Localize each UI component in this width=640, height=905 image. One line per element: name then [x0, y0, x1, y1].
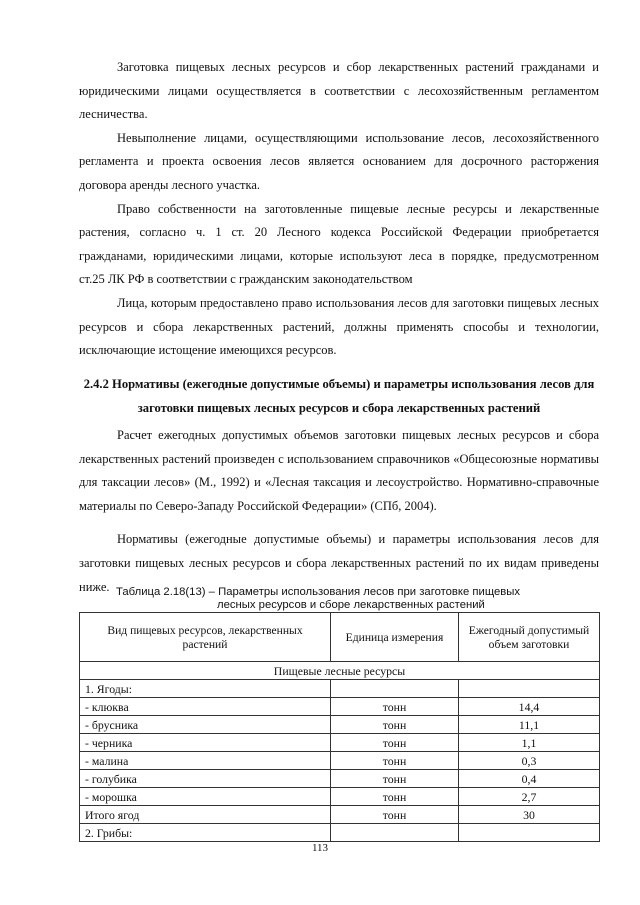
parameters-table [79, 612, 600, 842]
paragraph: Лица, которым предоставлено право использования лесов для заготовки пищевых лесных ресурсов и сбора лекарственных растений, должны применять способы и технологии, исключающие истощение имеющихся ресурсов. [79, 295, 599, 358]
table-cell [459, 824, 600, 842]
table-caption [116, 586, 596, 612]
column-header: Вид пищевых ресурсов, лекарственных растений [80, 613, 331, 662]
table-cell: Итого ягод [80, 806, 331, 824]
table-cell: - черника [80, 734, 331, 752]
table-cell: тонн [331, 698, 459, 716]
table-cell: 14,4 [459, 698, 600, 716]
table-cell: - малина [80, 752, 331, 770]
section-heading: 2.4.2 Нормативы (ежегодные допустимые объемы) и параметры использования лесов для заготовки пищевых лесных ресурсов и сбора лекарственных растений [83, 377, 595, 415]
table-cell: 2,7 [459, 788, 600, 806]
table-header-row [80, 613, 600, 662]
table-cell [331, 824, 459, 842]
table-cell: 0,4 [459, 770, 600, 788]
table-caption-line: Таблица 2.18(13) – Параметры использования лесов при заготовке пищевых [116, 586, 521, 598]
table-caption-line: лесных ресурсов и сборе лекарственных растений [217, 599, 485, 611]
table-cell: 2. Грибы: [80, 824, 331, 842]
table-cell: тонн [331, 788, 459, 806]
table-cell [331, 680, 459, 698]
table-cell: - брусника [80, 716, 331, 734]
table-cell: - морошка [80, 788, 331, 806]
table-cell [459, 680, 600, 698]
table-cell: тонн [331, 734, 459, 752]
paragraph: Расчет ежегодных допустимых объемов заготовки пищевых лесных ресурсов и сбора лекарственных растений произведен с использованием справочников «Общесоюзные нормативы для таксации лесов» (М., 1992) и «Лесная таксация и лесоустройство. Нормативно-справочные материалы по Северо-Западу Российской Федерации» (СПб, 2004). [79, 428, 599, 513]
table-row [80, 716, 600, 734]
table-cell: 11,1 [459, 716, 600, 734]
table-group-row [80, 662, 600, 680]
table-cell: 1. Ягоды: [80, 680, 331, 698]
table-cell: 0,3 [459, 752, 600, 770]
table-row [80, 698, 600, 716]
table-row [80, 734, 600, 752]
table-cell: тонн [331, 806, 459, 824]
table-cell: - клюква [80, 698, 331, 716]
table-cell: - голубика [80, 770, 331, 788]
table-cell: 30 [459, 806, 600, 824]
table-row [80, 752, 600, 770]
table-row [80, 824, 600, 842]
column-header: Единица измерения [331, 613, 459, 662]
body-text-top [79, 56, 599, 363]
table-cell: тонн [331, 770, 459, 788]
table-cell: 1,1 [459, 734, 600, 752]
paragraph: Нормативы (ежегодные допустимые объемы) и параметры использования лесов для заготовки пищевых лесных ресурсов и сбора лекарственных растений по их видам приведены ниже. [79, 532, 599, 594]
table-row [80, 680, 600, 698]
table-row [80, 806, 600, 824]
body-text-bottom [79, 424, 599, 599]
page-number: 113 [311, 842, 329, 854]
column-header: Ежегодный допустимый объем заготовки [459, 613, 600, 662]
paragraph: Невыполнение лицами, осуществляющими использование лесов, лесохозяйственного регламента и проекта освоения лесов является основанием для досрочного расторжения договора аренды лесного участка. [79, 130, 599, 192]
table-row [80, 770, 600, 788]
paragraph: Право собственности на заготовленные пищевые лесные ресурсы и лекарственные растения, согласно ч. 1 ст. 20 Лесного кодекса Российской Федерации приобретается гражданами, юридическими лицами, которые используют леса в порядке, предусмотренном ст.25 ЛК РФ в соответствии с гражданским законодательством [79, 201, 599, 287]
group-label: Пищевые лесные ресурсы [80, 662, 600, 680]
table-cell: тонн [331, 752, 459, 770]
table-row [80, 788, 600, 806]
paragraph: Заготовка пищевых лесных ресурсов и сбор лекарственных растений гражданами и юридическими лицами осуществляется в соответствии с лесохозяйственным регламентом лесничества. [79, 60, 599, 122]
table-cell: тонн [331, 716, 459, 734]
